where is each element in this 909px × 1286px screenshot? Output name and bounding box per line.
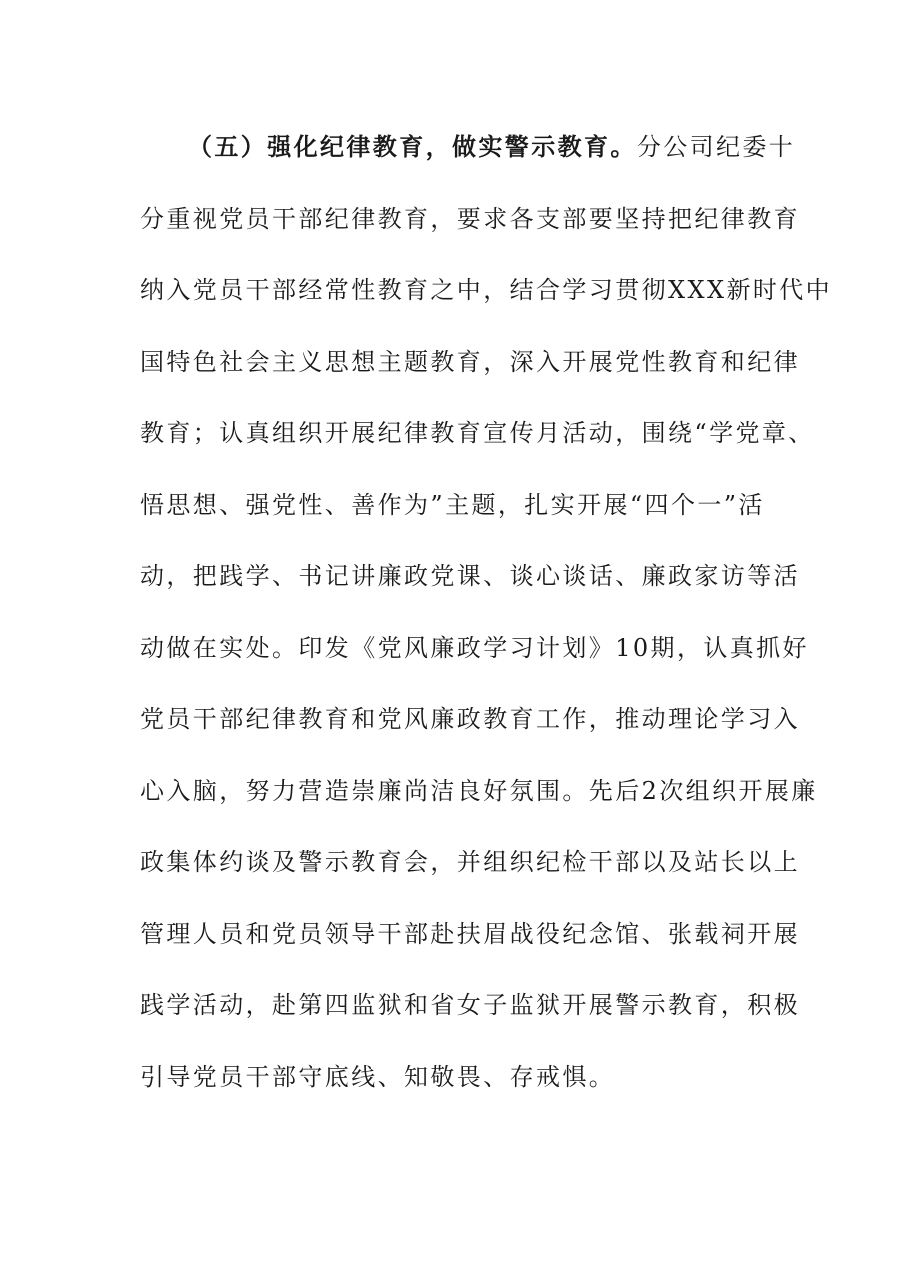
section-heading: （五）强化纪律教育，做实警示教育。 bbox=[188, 132, 637, 161]
paragraph-line-8: 动做在实处。印发《党风廉政学习计划》10期，认真抓好 bbox=[140, 634, 809, 662]
paragraph-line-1 bbox=[188, 127, 795, 167]
paragraph-line-10: 心入脑，努力营造崇廉尚洁良好氛围。先后2次组织开展廉 bbox=[140, 777, 818, 805]
paragraph-line-13: 践学活动，赴第四监狱和省女子监狱开展警示教育，积极 bbox=[140, 991, 800, 1019]
paragraph-line-12: 管理人员和党员领导干部赴扶眉战役纪念馆、张载祠开展 bbox=[140, 920, 800, 948]
paragraph-line-7: 动，把践学、书记讲廉政党课、谈心谈话、廉政家访等活 bbox=[140, 562, 800, 590]
paragraph-line-9: 党员干部纪律教育和党风廉政教育工作，推动理论学习入 bbox=[140, 705, 800, 733]
paragraph-line-6: 悟思想、强党性、善作为”主题，扎实开展“四个一”活 bbox=[140, 491, 765, 519]
paragraph-line-2: 分重视党员干部纪律教育，要求各支部要坚持把纪律教育 bbox=[140, 205, 800, 233]
paragraph-line-3: 纳入党员干部经常性教育之中，结合学习贯彻XXX新时代中 bbox=[140, 276, 833, 304]
line-text: 分公司纪委十 bbox=[636, 133, 796, 161]
paragraph-line-4: 国特色社会主义思想主题教育，深入开展党性教育和纪律 bbox=[140, 348, 800, 376]
paragraph-line-14: 引导党员干部守底线、知敬畏、存戒惧。 bbox=[140, 1063, 616, 1091]
paragraph-line-11: 政集体约谈及警示教育会，并组织纪检干部以及站长以上 bbox=[140, 848, 800, 876]
paragraph-line-5: 教育；认真组织开展纪律教育宣传月活动，围绕“学党章、 bbox=[140, 419, 815, 447]
